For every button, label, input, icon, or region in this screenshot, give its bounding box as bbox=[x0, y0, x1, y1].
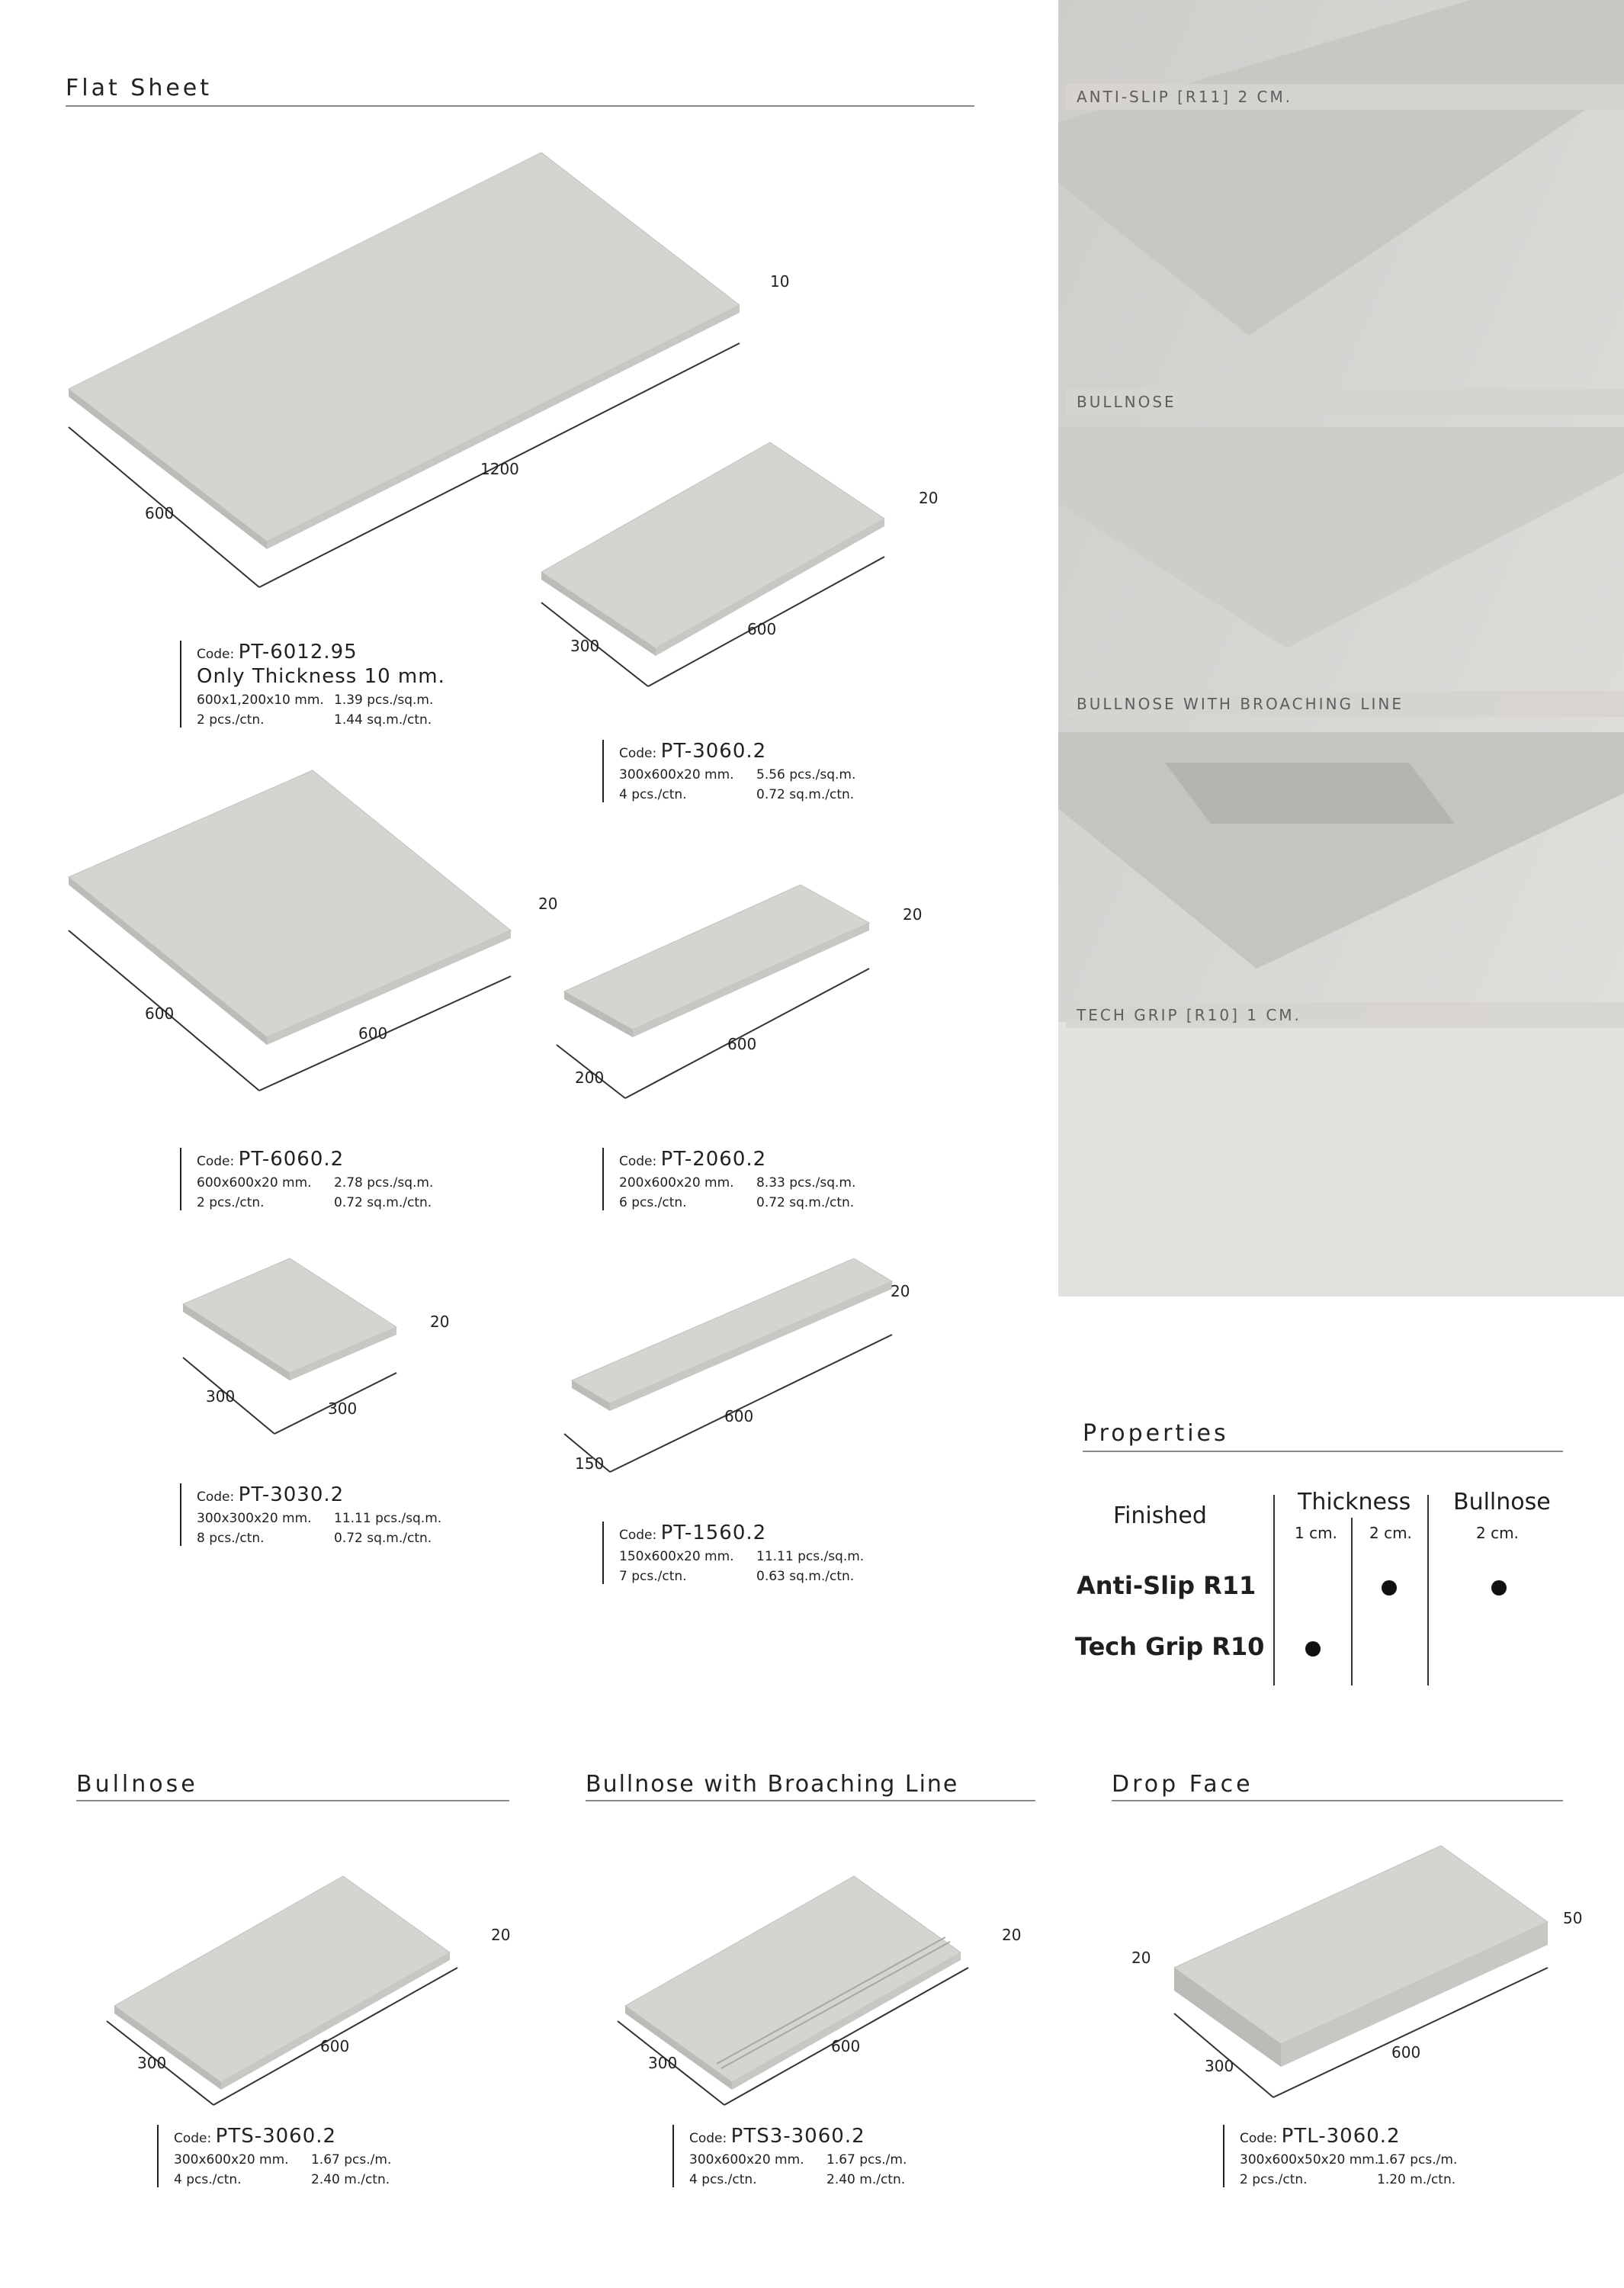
product-code: PT-1560.2 bbox=[660, 1522, 767, 1544]
section-divider bbox=[1112, 1800, 1563, 1801]
dim-length: 600 bbox=[320, 2037, 350, 2055]
row-tech-grip: Tech Grip R10 bbox=[1075, 1632, 1265, 1661]
photo-label-broaching: BULLNOSE WITH BROACHING LINE bbox=[1066, 691, 1624, 717]
spec-ptl3060 bbox=[1223, 2125, 1457, 2187]
product-note: Only Thickness 10 mm. bbox=[197, 665, 445, 688]
product-area: 0.63 sq.m./ctn. bbox=[756, 1569, 855, 1584]
filled-dot-icon bbox=[1305, 1641, 1321, 1657]
product-size: 200x600x20 mm. bbox=[619, 1175, 734, 1191]
filled-dot-icon bbox=[1382, 1580, 1397, 1595]
spec-pt6012 bbox=[180, 641, 445, 728]
tile-drawing-ptl3060 bbox=[1121, 1838, 1583, 2113]
code-label: Code: bbox=[619, 1154, 657, 1169]
col-thickness-1cm: 1 cm. bbox=[1295, 1524, 1337, 1542]
product-code: PTS-3060.2 bbox=[215, 2125, 337, 2148]
product-area: 2.40 m./ctn. bbox=[826, 2172, 906, 2187]
product-size: 300x600x20 mm. bbox=[689, 2152, 804, 2167]
tile-drawing-pt3060 bbox=[534, 435, 939, 686]
dim-length: 600 bbox=[727, 1035, 757, 1053]
section-divider bbox=[1083, 1451, 1563, 1452]
tile-drawing-pt3030 bbox=[175, 1251, 496, 1449]
dim-length: 300 bbox=[328, 1399, 358, 1418]
product-area: 0.72 sq.m./ctn. bbox=[334, 1195, 432, 1210]
product-per-sqm: 11.11 pcs./sq.m. bbox=[756, 1549, 865, 1564]
code-label: Code: bbox=[689, 2131, 727, 2146]
product-per-sqm: 1.39 pcs./sq.m. bbox=[334, 693, 434, 708]
product-area: 0.72 sq.m./ctn. bbox=[756, 787, 855, 802]
spec-pt1560 bbox=[602, 1522, 864, 1584]
dim-thickness: 20 bbox=[430, 1313, 450, 1331]
dim-lip: 20 bbox=[1131, 1949, 1151, 1967]
tile-drawing-pts33060 bbox=[610, 1869, 1037, 2113]
product-area: 0.72 sq.m./ctn. bbox=[756, 1195, 855, 1210]
dim-width: 300 bbox=[206, 1387, 236, 1406]
table-divider bbox=[1351, 1518, 1353, 1685]
tile-drawing-pt1560 bbox=[557, 1251, 953, 1495]
tile-edge-photos bbox=[1058, 0, 1624, 1297]
product-per-sqm: 1.67 pcs./m. bbox=[826, 2152, 907, 2167]
product-size: 150x600x20 mm. bbox=[619, 1549, 734, 1564]
dim-width: 600 bbox=[145, 1004, 175, 1023]
product-pcs: 4 pcs./ctn. bbox=[174, 2172, 242, 2187]
section-title-broaching: Bullnose with Broaching Line bbox=[586, 1771, 959, 1798]
product-pcs: 4 pcs./ctn. bbox=[689, 2172, 757, 2187]
code-label: Code: bbox=[197, 647, 235, 662]
dim-length: 600 bbox=[747, 620, 777, 638]
spec-pts3060 bbox=[157, 2125, 391, 2187]
dim-thickness: 20 bbox=[903, 905, 923, 924]
col-thickness: Thickness bbox=[1298, 1489, 1411, 1515]
product-code: PT-6060.2 bbox=[238, 1148, 345, 1171]
product-pcs: 2 pcs./ctn. bbox=[197, 712, 265, 728]
product-pcs: 4 pcs./ctn. bbox=[619, 787, 687, 802]
tile-drawing-pt6060 bbox=[61, 763, 595, 1121]
col-thickness-2cm: 2 cm. bbox=[1369, 1524, 1412, 1542]
product-per-sqm: 1.67 pcs./m. bbox=[311, 2152, 392, 2167]
product-per-sqm: 2.78 pcs./sq.m. bbox=[334, 1175, 434, 1191]
product-per-sqm: 8.33 pcs./sq.m. bbox=[756, 1175, 856, 1191]
dim-width: 300 bbox=[570, 637, 600, 655]
spec-pt3060 bbox=[602, 740, 855, 802]
code-label: Code: bbox=[619, 746, 657, 761]
section-title-flat-sheet: Flat Sheet bbox=[66, 75, 213, 101]
code-label: Code: bbox=[619, 1528, 657, 1543]
product-area: 1.20 m./ctn. bbox=[1377, 2172, 1456, 2187]
product-per-sqm: 1.67 pcs./m. bbox=[1377, 2152, 1458, 2167]
product-code: PT-3030.2 bbox=[238, 1483, 345, 1506]
table-divider bbox=[1273, 1495, 1275, 1685]
dim-thickness: 20 bbox=[891, 1282, 910, 1300]
dim-width: 300 bbox=[137, 2054, 167, 2072]
col-bullnose: Bullnose bbox=[1453, 1489, 1551, 1515]
dim-length: 600 bbox=[1391, 2043, 1421, 2061]
dim-thickness: 10 bbox=[770, 272, 790, 291]
photo-label-tech-grip: TECH GRIP [R10] 1 CM. bbox=[1066, 1002, 1624, 1028]
product-code: PTL-3060.2 bbox=[1281, 2125, 1401, 2148]
product-code: PTS3-3060.2 bbox=[730, 2125, 865, 2148]
code-label: Code: bbox=[197, 1489, 235, 1505]
section-title-properties: Properties bbox=[1083, 1420, 1229, 1447]
dim-width: 300 bbox=[648, 2054, 678, 2072]
filled-dot-icon bbox=[1491, 1580, 1507, 1595]
product-pcs: 7 pcs./ctn. bbox=[619, 1569, 687, 1584]
code-label: Code: bbox=[197, 1154, 235, 1169]
section-divider bbox=[66, 105, 974, 107]
dim-length: 600 bbox=[358, 1024, 388, 1043]
product-size: 600x1,200x10 mm. bbox=[197, 693, 324, 708]
properties-table bbox=[1067, 1480, 1563, 1685]
product-size: 300x600x20 mm. bbox=[619, 767, 734, 782]
product-code: PT-2060.2 bbox=[660, 1148, 767, 1171]
dim-length: 1200 bbox=[480, 460, 519, 478]
code-label: Code: bbox=[1240, 2131, 1278, 2146]
section-title-drop-face: Drop Face bbox=[1112, 1771, 1253, 1798]
product-code: PT-3060.2 bbox=[660, 740, 767, 763]
code-label: Code: bbox=[174, 2131, 212, 2146]
product-area: 2.40 m./ctn. bbox=[311, 2172, 390, 2187]
dim-thickness: 20 bbox=[538, 895, 558, 913]
dim-width: 600 bbox=[145, 504, 175, 522]
tile-drawing-pt2060 bbox=[549, 877, 945, 1098]
dim-thickness: 20 bbox=[919, 489, 939, 507]
section-title-bullnose: Bullnose bbox=[76, 1771, 198, 1798]
dim-width: 150 bbox=[575, 1454, 605, 1473]
dim-length: 600 bbox=[724, 1407, 754, 1425]
dim-thickness: 20 bbox=[1002, 1926, 1022, 1944]
photo-label-bullnose: BULLNOSE bbox=[1066, 389, 1624, 415]
product-per-sqm: 11.11 pcs./sq.m. bbox=[334, 1511, 442, 1526]
spec-pt2060 bbox=[602, 1148, 855, 1210]
dim-width: 300 bbox=[1205, 2057, 1234, 2075]
product-size: 300x600x20 mm. bbox=[174, 2152, 289, 2167]
product-size: 300x600x50x20 mm. bbox=[1240, 2152, 1379, 2167]
product-area: 1.44 sq.m./ctn. bbox=[334, 712, 432, 728]
section-divider bbox=[586, 1800, 1035, 1801]
spec-pt6060 bbox=[180, 1148, 433, 1210]
product-size: 300x300x20 mm. bbox=[197, 1511, 312, 1526]
product-pcs: 2 pcs./ctn. bbox=[1240, 2172, 1308, 2187]
product-per-sqm: 5.56 pcs./sq.m. bbox=[756, 767, 856, 782]
spec-pt3030 bbox=[180, 1483, 441, 1546]
col-bullnose-2cm: 2 cm. bbox=[1476, 1524, 1519, 1542]
product-pcs: 8 pcs./ctn. bbox=[197, 1531, 265, 1546]
col-finished: Finished bbox=[1113, 1502, 1207, 1529]
product-code: PT-6012.95 bbox=[238, 641, 358, 664]
dim-length: 600 bbox=[831, 2037, 861, 2055]
dim-thickness: 20 bbox=[491, 1926, 511, 1944]
texture-photo-column bbox=[1058, 0, 1624, 1297]
product-pcs: 2 pcs./ctn. bbox=[197, 1195, 265, 1210]
section-divider bbox=[76, 1800, 509, 1801]
row-anti-slip: Anti-Slip R11 bbox=[1077, 1571, 1257, 1600]
product-size: 600x600x20 mm. bbox=[197, 1175, 312, 1191]
product-area: 0.72 sq.m./ctn. bbox=[334, 1531, 432, 1546]
dim-thickness: 50 bbox=[1563, 1909, 1583, 1927]
spec-pts33060 bbox=[672, 2125, 907, 2187]
dim-width: 200 bbox=[575, 1068, 605, 1087]
product-pcs: 6 pcs./ctn. bbox=[619, 1195, 687, 1210]
photo-label-anti-slip: ANTI-SLIP [R11] 2 CM. bbox=[1066, 84, 1624, 110]
tile-drawing-pts3060 bbox=[99, 1869, 526, 2113]
table-divider bbox=[1427, 1495, 1429, 1685]
